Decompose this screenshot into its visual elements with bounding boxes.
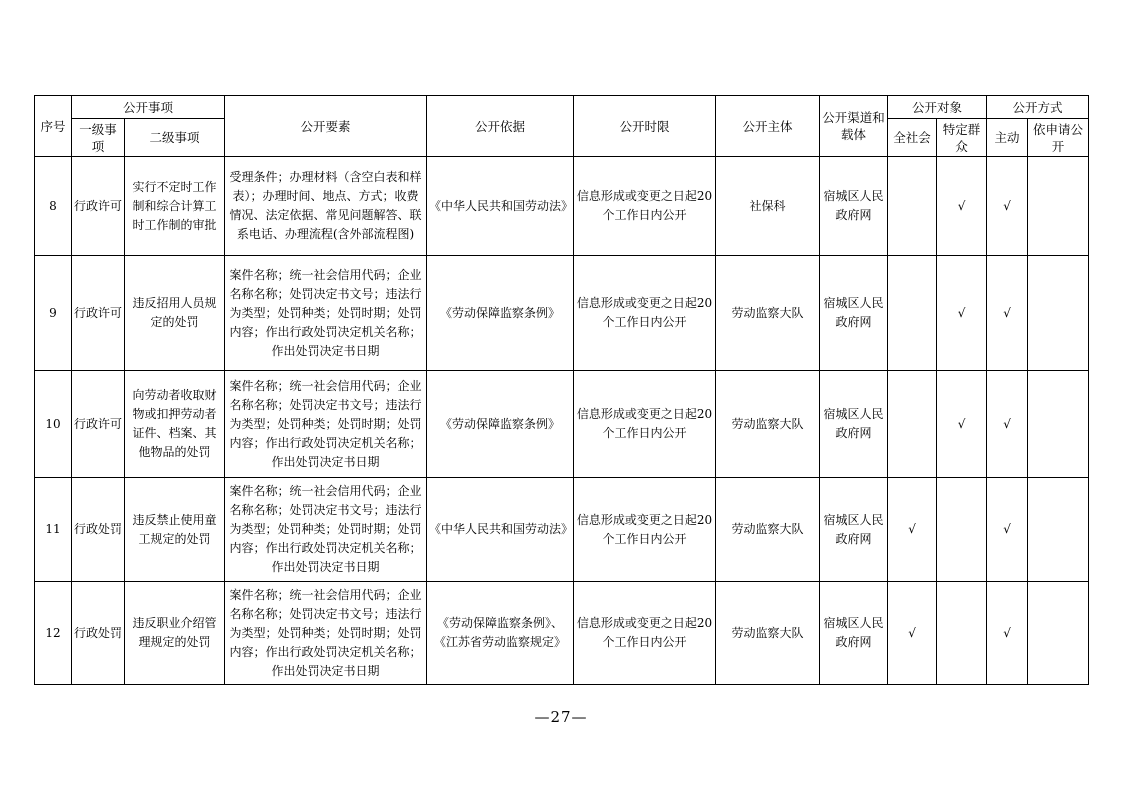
cell-audience-specific: √ <box>937 157 987 256</box>
cell-time-limit: 信息形成或变更之日起20个工作日内公开 <box>574 256 716 371</box>
header-seq: 序号 <box>35 96 72 157</box>
cell-method-active: √ <box>987 157 1028 256</box>
cell-method-request <box>1028 582 1089 685</box>
page-number: —27— <box>534 708 588 726</box>
cell-seq: 10 <box>35 371 72 478</box>
cell-level2: 向劳动者收取财物或扣押劳动者证件、档案、其他物品的处罚 <box>125 371 225 478</box>
header-level2: 二级事项 <box>125 119 225 157</box>
cell-elements: 案件名称；统一社会信用代码；企业名称名称；处罚决定书文号；违法行为类型；处罚种类；处罚时期；处罚内容；作出行政处罚决定机关名称；作出处罚决定书日期 <box>225 256 427 371</box>
cell-audience-all: √ <box>888 478 937 582</box>
cell-subject: 劳动监察大队 <box>716 582 820 685</box>
cell-audience-all <box>888 157 937 256</box>
cell-elements: 受理条件；办理材料（含空白表和样表）；办理时间、地点、方式；收费情况、法定依据、常见问题解答、联系电话、办理流程(含外部流程图) <box>225 157 427 256</box>
cell-elements: 案件名称；统一社会信用代码；企业名称名称；处罚决定书文号；违法行为类型；处罚种类；处罚时期；处罚内容；作出行政处罚决定机关名称；作出处罚决定书日期 <box>225 371 427 478</box>
header-subject: 公开主体 <box>716 96 820 157</box>
table-row <box>35 157 1089 256</box>
cell-level2: 实行不定时工作制和综合计算工时工作制的审批 <box>125 157 225 256</box>
cell-basis: 《中华人民共和国劳动法》 <box>427 157 574 256</box>
cell-audience-all <box>888 371 937 478</box>
cell-subject: 劳动监察大队 <box>716 371 820 478</box>
cell-audience-specific: √ <box>937 371 987 478</box>
cell-channel: 宿城区人民政府网 <box>820 478 888 582</box>
cell-seq: 11 <box>35 478 72 582</box>
cell-method-request <box>1028 157 1089 256</box>
header-method-request: 依申请公开 <box>1028 119 1089 157</box>
header-basis: 公开依据 <box>427 96 574 157</box>
cell-method-active: √ <box>987 582 1028 685</box>
cell-seq: 12 <box>35 582 72 685</box>
cell-elements: 案件名称；统一社会信用代码；企业名称名称；处罚决定书文号；违法行为类型；处罚种类；处罚时期；处罚内容；作出行政处罚决定机关名称；作出处罚决定书日期 <box>225 478 427 582</box>
cell-subject: 劳动监察大队 <box>716 256 820 371</box>
cell-channel: 宿城区人民政府网 <box>820 582 888 685</box>
cell-audience-all: √ <box>888 582 937 685</box>
header-elements: 公开要素 <box>225 96 427 157</box>
cell-audience-all <box>888 256 937 371</box>
cell-level2: 违反禁止使用童工规定的处罚 <box>125 478 225 582</box>
table-row <box>35 582 1089 685</box>
cell-method-request <box>1028 478 1089 582</box>
header-time-limit: 公开时限 <box>574 96 716 157</box>
header-method-group: 公开方式 <box>987 96 1089 119</box>
cell-basis: 《劳动保障监察条例》 <box>427 256 574 371</box>
cell-method-active: √ <box>987 478 1028 582</box>
cell-channel: 宿城区人民政府网 <box>820 157 888 256</box>
header-level1: 一级事项 <box>72 119 125 157</box>
table-row <box>35 371 1089 478</box>
header-audience-all: 全社会 <box>888 119 937 157</box>
cell-level2: 违反职业介绍管理规定的处罚 <box>125 582 225 685</box>
table-row <box>35 478 1089 582</box>
cell-method-active: √ <box>987 371 1028 478</box>
header-audience-specific: 特定群众 <box>937 119 987 157</box>
cell-method-request <box>1028 371 1089 478</box>
cell-basis: 《中华人民共和国劳动法》 <box>427 478 574 582</box>
cell-subject: 劳动监察大队 <box>716 478 820 582</box>
cell-time-limit: 信息形成或变更之日起20个工作日内公开 <box>574 371 716 478</box>
cell-basis: 《劳动保障监察条例》、《江苏省劳动监察规定》 <box>427 582 574 685</box>
disclosure-table <box>34 95 1089 685</box>
cell-time-limit: 信息形成或变更之日起20个工作日内公开 <box>574 157 716 256</box>
cell-audience-specific: √ <box>937 256 987 371</box>
cell-level1: 行政许可 <box>72 371 125 478</box>
cell-method-request <box>1028 256 1089 371</box>
header-channel: 公开渠道和载体 <box>820 96 888 157</box>
cell-level1: 行政许可 <box>72 256 125 371</box>
header-audience-group: 公开对象 <box>888 96 987 119</box>
cell-audience-specific <box>937 582 987 685</box>
table-row <box>35 256 1089 371</box>
cell-level2: 违反招用人员规定的处罚 <box>125 256 225 371</box>
cell-elements: 案件名称；统一社会信用代码；企业名称名称；处罚决定书文号；违法行为类型；处罚种类；处罚时期；处罚内容；作出行政处罚决定机关名称；作出处罚决定书日期 <box>225 582 427 685</box>
cell-subject: 社保科 <box>716 157 820 256</box>
cell-time-limit: 信息形成或变更之日起20个工作日内公开 <box>574 478 716 582</box>
header-method-active: 主动 <box>987 119 1028 157</box>
header-item-group: 公开事项 <box>72 96 225 119</box>
cell-level1: 行政处罚 <box>72 582 125 685</box>
cell-channel: 宿城区人民政府网 <box>820 256 888 371</box>
cell-basis: 《劳动保障监察条例》 <box>427 371 574 478</box>
cell-channel: 宿城区人民政府网 <box>820 371 888 478</box>
cell-level1: 行政处罚 <box>72 478 125 582</box>
cell-time-limit: 信息形成或变更之日起20个工作日内公开 <box>574 582 716 685</box>
cell-level1: 行政许可 <box>72 157 125 256</box>
cell-seq: 8 <box>35 157 72 256</box>
cell-method-active: √ <box>987 256 1028 371</box>
cell-audience-specific <box>937 478 987 582</box>
cell-seq: 9 <box>35 256 72 371</box>
